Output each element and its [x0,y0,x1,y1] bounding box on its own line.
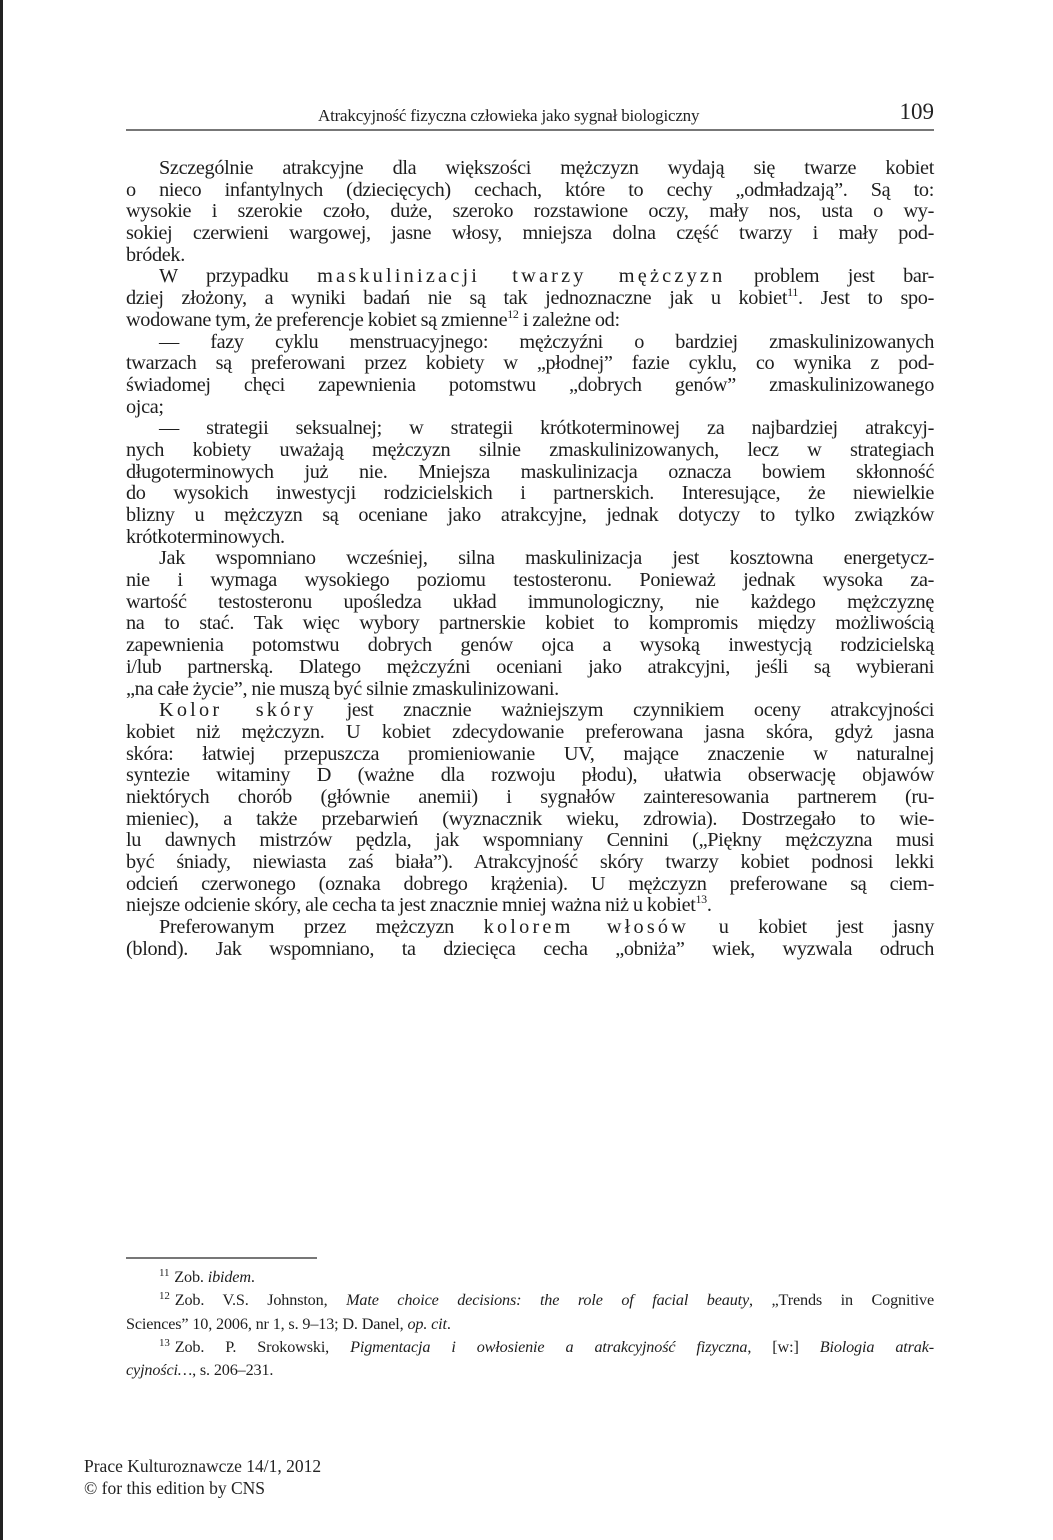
text-line: skóra: łatwiej przepuszcza promieniowanie UV, mające znaczenie w naturalnej [126,742,934,765]
copyright-notice: © for this edition by CNS [84,1478,266,1498]
running-title: Atrakcyjność fizyczna człowieka jako sygnał biologiczny [318,106,700,125]
text-line: dziej złożony, a wyniki badań nie są tak jednoznaczne jak u kobiet$^{11}$. Jest to spo- [126,285,934,310]
body-text [126,158,934,960]
text-line: krótkoterminowych. [126,525,285,548]
footnote-separator [126,1257,317,1259]
text-line: Preferowanym przez mężczyzn kolorem włosów u kobiet jest jasny [159,916,934,939]
journal-citation: Prace Kulturoznawcze 14/1, 2012 [84,1456,322,1476]
text-line: zapewnienia potomstwu dobrych genów ojca a wysoką inwestycją rodzicielską [126,634,934,657]
spaced-emphasis: Kolor skóry [159,699,317,722]
footnote-13-cont: cyjności…, s. 206–231. [126,1361,274,1380]
text-line: być śniady, niewiasta zaś biała”). Atrakcyjność skóry twarzy kobiet podnosi lekki [126,851,934,873]
text-line: odcień czerwonego (oznaka dobrego krążenia). U mężczyzn preferowane są ciem- [126,872,934,895]
text-line: nych kobiety uważają mężczyzn silnie zmaskulinizowanych, lecz w strategiach [126,438,934,461]
text-line: o nieco infantylnych (dziecięcych) cechach, które to cechy „odmładzają”. Są to: [126,178,934,201]
text-line: wartość testosteronu upośledza układ immunologiczny, nie każdego mężczyznę [126,590,934,613]
text-line: Jak wspomniano wcześniej, silna maskulinizacja jest kosztowna energetycz- [159,547,934,570]
footnote-12-cont: Sciences” 10, 2006, nr 1, s. 9–13; D. Danel, op. cit. [126,1314,451,1333]
footnote-ref[interactable]: 13 [695,892,707,907]
text-line: kobiet niż mężczyzn. U kobiet zdecydowanie preferowana jasna skóra, gdyż jasna [126,720,934,743]
text-line: Szczególnie atrakcyjne dla większości mężczyzn wydają się twarze kobiet [159,157,934,179]
text-line: bródek. [126,243,185,266]
imprint [84,1455,321,1499]
footnote-11: $^{11}$ Zob. ibidem. [159,1267,255,1286]
text-line: (blond). Jak wspomniano, ta dziecięca cecha „obniża” wiek, wyzwala odruch [126,937,934,960]
text-line: mieniec), a także przebarwień (wyznacznik wieku, zdrowia). Dostrzegało to wie- [126,807,934,830]
text-line: niektórych chorób (głównie anemii) i sygnałów zainteresowania partnerem (ru- [126,785,934,808]
text-line: Kolor skóry jest znacznie ważniejszym czynnikiem oceny atrakcyjności [159,699,935,722]
spaced-emphasis: maskulinizacji twarzy mężczyzn [317,265,726,288]
text-line: i/lub partnerską. Dlatego mężczyźni oceniani jako atrakcyjni, jeśli są wybierani [126,655,934,678]
page-number: 109 [899,99,934,124]
text-line: twarzach są preferowani przez kobiety w „płodnej” fazie cyklu, co wynika z pod- [126,352,934,375]
footnote-ref[interactable]: 11 [787,285,798,300]
running-header [126,99,934,131]
spaced-emphasis: kolorem włosów [483,916,690,939]
text-line: — strategii seksualnej; w strategii krótkoterminowej za najbardziej atrakcyj- [159,417,934,440]
text-line: ojca; [126,395,164,418]
footnote-13: $^{13}$ Zob. P. Srokowski, Pigmentacja i owłosienie a atrakcyjność fizyczna, [w:] Biologia atrak- [159,1336,934,1356]
text-line: niejsze odcienie skóry, ale cecha ta jest znacznie mniej ważna niż u kobiet$^{13}$. [126,892,712,917]
text-line: długoterminowych już nie. Mniejsza maskulinizacja oznacza bowiem skłonność [126,460,934,483]
text-line: lu dawnych mistrzów pędzla, jak wspomniany Cennini („Piękny mężczyzna musi [126,829,934,852]
footnote-12: $^{12}$ Zob. V.S. Johnston, Mate choice decisions: the role of facial beauty, „Trends in Cognitive [159,1290,934,1310]
text-line: wysokie i szerokie czoło, duże, szeroko rozstawione oczy, mały nos, usta o wy- [126,200,934,223]
footnote-ref[interactable]: 12 [507,306,519,321]
text-line: nie i wymaga wysokiego poziomu testosteronu. Ponieważ jednak wysoka za- [126,569,934,592]
text-line: na to stać. Tak więc wybory partnerskie kobiet to kompromis między możliwością [126,612,934,635]
text-line: wodowane tym, że preferencje kobiet są zmienne$^{12}$ i zależne od: [126,306,620,331]
text-line: W przypadku maskulinizacji twarzy mężczyzn problem jest bar- [159,265,934,288]
text-line: „na całe życie”, nie muszą być silnie zmaskulinizowani. [126,677,559,700]
text-line: — fazy cyklu menstruacyjnego: mężczyźni o bardziej zmaskulinizowanych [159,330,934,353]
footnotes [126,1266,934,1382]
text-line: świadomej chęci zapewnienia potomstwu „dobrych genów” zmaskulinizowanego [126,373,934,396]
text-line: sokiej czerwieni wargowej, jasne włosy, mniejsza dolna część twarzy i mały pod- [126,222,934,245]
text-line: do wysokich inwestycji rodzicielskich i partnerskich. Interesujące, że niewielkie [126,482,934,505]
text-line: syntezie witaminy D (ważne dla rozwoju płodu), ułatwia obserwację objawów [126,764,934,787]
text-line: blizny u mężczyzn są oceniane jako atrakcyjne, jednak dotyczy to tylko związków [126,504,934,526]
viewer-left-edge [0,0,3,1540]
